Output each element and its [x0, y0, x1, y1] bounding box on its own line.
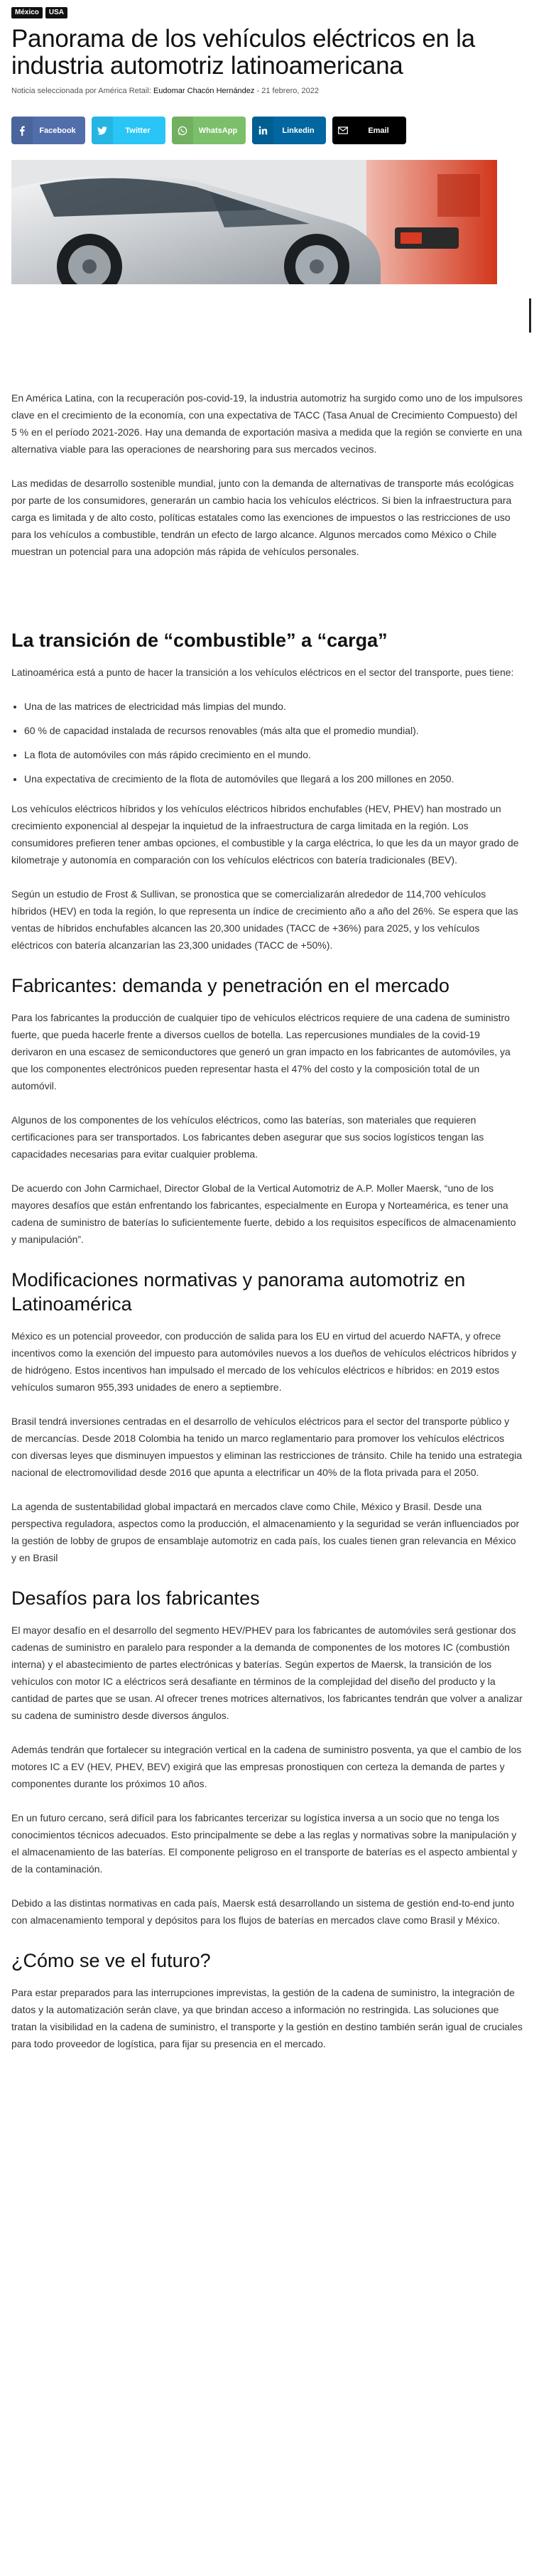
challenges-paragraph: En un futuro cercano, será difícil para los fabricantes tercerizar su logística inversa a un socio que no tenga los conocimientos técnicos adecuados. Esto principalmente se debe a las reglas y normativas sobre la manipulación y el almacenamiento de las baterías. El componente peligroso en el transporte de baterías es el aspecto ambiental y de la contaminación. — [11, 1812, 518, 1875]
share-email-button[interactable] — [332, 117, 406, 144]
twitter-icon — [92, 117, 113, 144]
share-twitter-button[interactable] — [92, 117, 165, 144]
scrollbar-thumb[interactable] — [529, 298, 531, 333]
share-whatsapp-label: WhatsApp — [198, 126, 238, 135]
facebook-icon — [11, 117, 33, 144]
share-whatsapp-button[interactable] — [172, 117, 246, 144]
tag-mexico[interactable]: México — [11, 7, 43, 18]
article-body — [11, 389, 523, 2052]
section-heading-challenges: Desafíos para los fabricantes — [11, 1588, 260, 1609]
regulation-paragraph: México es un potencial proveedor, con producción de salida para los EU en virtud del acuerdo NAFTA, y ofrece incentivos como la exención del impuesto para automóviles nuevos a los dueños de vehículos eléctricos híbridos y de hidrógeno. Estos incentivos han impulsado el mercado de los vehículos eléctricos e híbridos: en 2019 estos vehículos sumaron 955,393 unidades de enero a septiembre. — [11, 1330, 517, 1393]
byline-prefix: Noticia seleccionada por América Retail: — [11, 87, 151, 95]
share-facebook-label: Facebook — [39, 126, 76, 135]
makers-paragraph: Para los fabricantes la producción de cualquier tipo de vehículos eléctricos requiere de una cadena de suministro fuerte, que pueda hacerle frente a diversos cuellos de botella. Las repercusiones mundiales de la covid-19 derivaron en una escasez de semiconductores que generó un gran impacto en los fabricantes de automóviles, ya que los componentes electrónicos pueden representar hasta el 47% del costo y la composición total de un automóvil. — [11, 1012, 511, 1092]
list-item: • La flota de automóviles con más rápido crecimiento en el mundo. — [24, 746, 523, 763]
tag-usa[interactable]: USA — [45, 7, 67, 18]
section-heading-future: ¿Cómo se ve el futuro? — [11, 1950, 211, 1971]
challenges-paragraph: Además tendrán que fortalecer su integración vertical en la cadena de suministro posventa, ya que el cambio de los motores IC a EV (HEV, PHEV, BEV) exigirá que las empresas pronostiquen con certeza la demanda de partes y componentes durante los próximos 10 años. — [11, 1744, 522, 1789]
share-bar — [11, 117, 523, 144]
challenges-paragraph: Debido a las distintas normativas en cada país, Maersk está desarrollando un sistema de gestión end-to-end junto con almacenamiento temporal y depósitos para los flujos de baterías en mercados clave como Brasil y México. — [11, 1897, 515, 1926]
section-heading-regulation: Modificaciones normativas y panorama automotriz en Latinoamérica — [11, 1269, 466, 1315]
article-title: Panorama de los vehículos eléctricos en la industria automotriz latinoamericana — [11, 25, 475, 80]
share-email-label: Email — [368, 126, 389, 135]
share-facebook-button[interactable] — [11, 117, 85, 144]
transition-list — [11, 698, 523, 787]
linkedin-icon — [252, 117, 273, 144]
challenges-paragraph: El mayor desafío en el desarrollo del segmento HEV/PHEV para los fabricantes de automóviles será gestionar dos cadenas de suministro en paralelo para responder a la demanda de componentes de los motores IC (combustión interna) y el abastecimiento de partes electrónicas y baterías. Según expertos de Maersk, la transición de los vehículos con motor IC a eléctricos será desafiante en términos de la complejidad del diseño del producto y la cantidad de partes que se usan. Al ofrecer trenes motrices alternativos, los fabricantes tendrán que volver a analizar su cadena de suministro desde diversos ángulos. — [11, 1624, 523, 1721]
regulation-paragraph: La agenda de sustentabilidad global impactará en mercados clave como Chile, México y Brasil. Desde una perspectiva reguladora, aspectos como la producción, el almacenamiento y la seguridad se verán influenciados por la gestión de lobby de grupos de ensamblaje automotriz en cada país, los cuales tienen gran relevancia en México y en Brasil — [11, 1501, 520, 1563]
byline-separator: - — [256, 87, 260, 95]
transition-lead: Latinoamérica está a punto de hacer la transición a los vehículos eléctricos en el sector del transporte, pues tiene: — [11, 667, 514, 678]
intro-paragraph: En América Latina, con la recuperación pos-covid-19, la industria automotriz ha surgido como uno de los impulsores clave en el crecimiento de la economía, con una expectativa de TACC (Tasa Anual de Crecimiento Compuesto) del 5 % en el período 2021-2026. Hay una demanda de exportación masiva a medida que la región se convierte en una alternativa viable para las operaciones de nearshoring para sus mercados vecinos. — [11, 392, 523, 455]
hero-car-illustration — [11, 160, 497, 284]
byline — [11, 87, 523, 95]
share-linkedin-label: Linkedin — [282, 126, 315, 135]
hero-image — [11, 160, 497, 284]
makers-paragraph: De acuerdo con John Carmichael, Director Global de la Vertical Automotriz de A.P. Moller Maersk, “uno de los mayores desafíos que están enfrentando los fabricantes, especialmente en Europa y Norteamérica, es tener una cadena de suministro de baterías lo suficientemente fuerte, debido a los requisitos específicos de almacenamiento y manipulación”. — [11, 1182, 516, 1245]
transition-paragraph: Los vehículos eléctricos híbridos y los vehículos eléctricos híbridos enchufables (HEV, PHEV) han mostrado un crecimiento exponencial al despejar la inquietud de la infraestructura de carga limitada en la región. Los consumidores prefieren tener ambas opciones, el combustible y la carga eléctrica, lo que les da un mayor grado de kilometraje y autonomía en comparación con los vehículos eléctricos con batería tradicionales (BEV). — [11, 803, 519, 866]
section-heading-makers: Fabricantes: demanda y penetración en el mercado — [11, 975, 449, 996]
future-paragraph: Para estar preparados para las interrupciones imprevistas, la gestión de la cadena de suministro, la integración de datos y la automatización serán clave, ya que brindan acceso a información no restringida. Las soluciones que tratan la visibilidad en la cadena de suministro, el transporte y la gestión en destino también serán igual de cruciales para todo proveedor de logística, para fijar su presencia en el mercado. — [11, 1987, 523, 2049]
whatsapp-icon — [172, 117, 193, 144]
byline-date: 21 febrero, 2022 — [261, 87, 319, 95]
article-page — [11, 0, 523, 2052]
tag-list — [11, 0, 523, 18]
list-item: • Una expectativa de crecimiento de la flota de automóviles que llegará a los 200 millones en 2050. — [24, 770, 523, 787]
list-item: • Una de las matrices de electricidad más limpias del mundo. — [24, 698, 523, 715]
email-icon — [332, 117, 354, 144]
section-heading-transition: La transición de “combustible” a “carga” — [11, 630, 388, 651]
share-twitter-label: Twitter — [125, 126, 151, 135]
intro-paragraph: Las medidas de desarrollo sostenible mundial, junto con la demanda de alternativas de transporte más ecológicas por parte de los consumidores, generarán un cambio hacia los vehículos eléctricos. Si bien la infraestructura para carga es limitada y de alto costo, políticas estatales como las exenciones de impuestos o las restricciones de uso para los vehículos a combustible, tendrán un efecto de largo alcance. Algunos mercados como México o Chile muestran un potencial para una adopción más rápida de vehículos personales. — [11, 478, 514, 557]
byline-author[interactable]: Eudomar Chacón Hernández — [153, 87, 255, 95]
transition-paragraph: Según un estudio de Frost & Sullivan, se pronostica que se comercializarán alrededor de 114,700 vehículos híbridos (HEV) en toda la región, lo que representa un índice de crecimiento año a año del 26%. Se espera que las ventas de híbridos enchufables alcancen las 20,300 unidades (TACC de +36%) para 2025, y los vehículos eléctricos con batería alcanzarían las 23,300 unidades (TACC de +50%). — [11, 888, 518, 951]
regulation-paragraph: Brasil tendrá inversiones centradas en el desarrollo de vehículos eléctricos para el sector del transporte público y de mercancías. Desde 2018 Colombia ha tenido un marco reglamentario para promover los vehículos eléctricos con diversas leyes que disminuyen impuestos y eliminan las restricciones de tránsito. Chile ha tenido una estrategia nacional de electromovilidad desde 2016 que apunta a electrificar un 40% de la flota privada para el 2050. — [11, 1416, 523, 1478]
list-item: • 60 % de capacidad instalada de recursos renovables (más alta que el promedio mundial). — [24, 722, 523, 739]
makers-paragraph: Algunos de los componentes de los vehículos eléctricos, como las baterías, son materiales que requieren certificaciones para ser transportados. Los fabricantes deben asegurar que sus socios logísticos tengan las capacidades necesarias para evitar cualquier problema. — [11, 1114, 484, 1160]
share-linkedin-button[interactable] — [252, 117, 326, 144]
